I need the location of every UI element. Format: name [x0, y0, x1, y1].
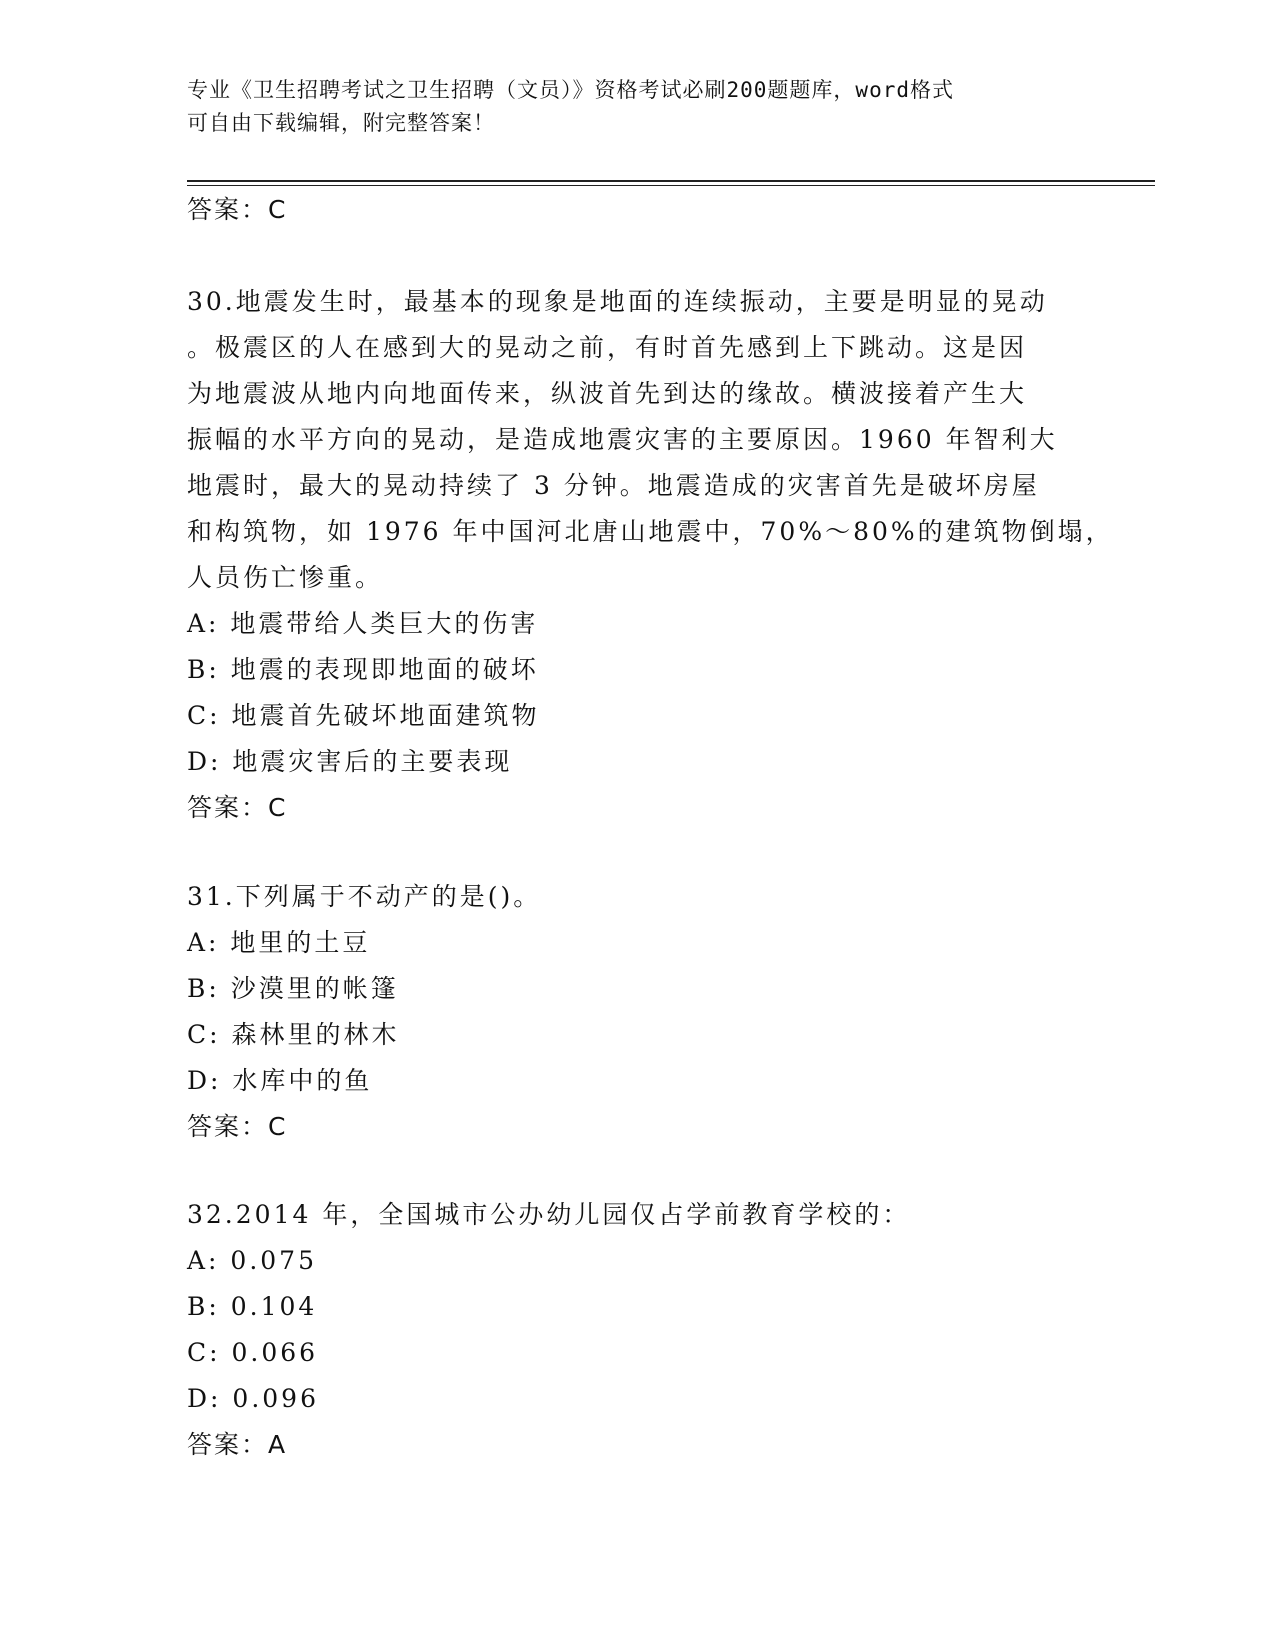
option-b: B: 地震的表现即地面的破坏	[187, 655, 539, 684]
answer-line: 答案：A	[187, 1430, 288, 1459]
question-text-line: 地震时，最大的晃动持续了 3 分钟。地震造成的灾害首先是破坏房屋	[187, 471, 1040, 500]
answer-line: 答案：C	[187, 793, 288, 822]
answer-line: 答案：C	[187, 1112, 288, 1141]
option-d: D: 0.096	[187, 1384, 319, 1413]
option-b: B: 沙漠里的帐篷	[187, 974, 399, 1003]
question-text-line: 。极震区的人在感到大的晃动之前，有时首先感到上下跳动。这是因	[187, 333, 1028, 362]
question-32	[187, 1192, 1087, 1468]
option-c: C: 地震首先破坏地面建筑物	[187, 701, 540, 730]
question-30	[187, 279, 1114, 831]
question-text-line: 和构筑物，如 1976 年中国河北唐山地震中，70%～80%的建筑物倒塌，	[187, 517, 1114, 546]
option-d: D: 地震灾害后的主要表现	[187, 747, 513, 776]
question-text-line: 31.下列属于不动产的是()。	[187, 882, 542, 911]
page-header	[187, 74, 1067, 140]
option-d: D: 水库中的鱼	[187, 1066, 373, 1095]
question-text-line: 32.2014 年，全国城市公办幼儿园仅占学前教育学校的：	[187, 1200, 911, 1229]
question-text-line: 为地震波从地内向地面传来，纵波首先到达的缘故。横波接着产生大	[187, 379, 1028, 408]
question-text-line: 人员伤亡惨重。	[187, 563, 384, 592]
question-text-line: 30.地震发生时，最基本的现象是地面的连续振动，主要是明显的晃动	[187, 287, 1048, 316]
option-a: A: 0.075	[187, 1246, 317, 1275]
option-c: C: 0.066	[187, 1338, 319, 1367]
option-a: A: 地震带给人类巨大的伤害	[187, 609, 539, 638]
question-text-line: 振幅的水平方向的晃动，是造成地震灾害的主要原因。1960 年智利大	[187, 425, 1058, 454]
option-c: C: 森林里的林木	[187, 1020, 400, 1049]
previous-answer-block	[187, 190, 1087, 236]
header-line-1: 专业《卫生招聘考试之卫生招聘（文员）》资格考试必刷200题题库，word格式	[187, 78, 954, 102]
answer-line: 答案：C	[187, 195, 288, 224]
header-rule-thin	[187, 185, 1155, 186]
option-b: B: 0.104	[187, 1292, 318, 1321]
header-line-2: 可自由下载编辑，附完整答案！	[187, 111, 495, 135]
option-a: A: 地里的土豆	[187, 928, 371, 957]
header-rule-thick	[187, 180, 1155, 182]
question-31	[187, 874, 1087, 1150]
